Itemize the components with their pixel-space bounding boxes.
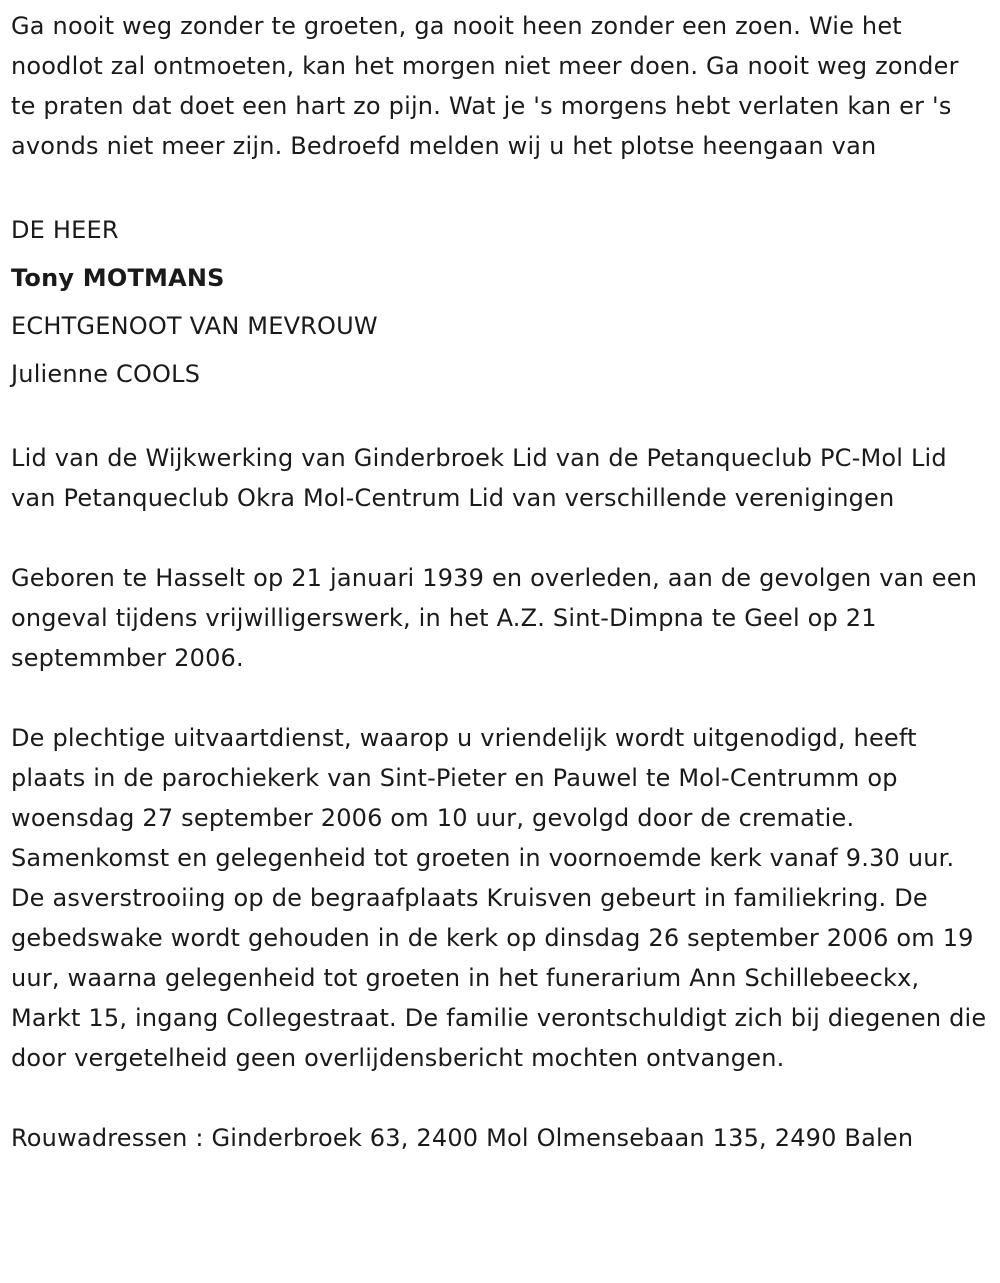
intro-paragraph: Ga nooit weg zonder te groeten, ga nooit heen zonder een zoen. Wie het noodlot zal ontmoeten, kan het morgen niet meer doen. Ga nooit weg zonder te praten dat doet een hart zo pijn. Wat je 's morgens hebt verlaten kan er 's avonds niet meer zijn. Bedroefd melden wij u het plotse heengaan van <box>11 12 959 160</box>
name-block <box>11 206 990 398</box>
title-prefix: DE HEER <box>11 216 119 244</box>
deceased-name: Tony MOTMANS <box>11 264 225 292</box>
spacer <box>11 166 990 206</box>
spacer <box>11 398 990 438</box>
spouse-prefix: ECHTGENOOT VAN MEVROUW <box>11 312 378 340</box>
spacer <box>11 1078 990 1118</box>
spacer <box>11 518 990 558</box>
addresses-paragraph: Rouwadressen : Ginderbroek 63, 2400 Mol Olmensebaan 135, 2490 Balen <box>11 1124 914 1152</box>
funeral-paragraph: De plechtige uitvaartdienst, waarop u vriendelijk wordt uitgenodigd, heeft plaats in de parochiekerk van Sint-Pieter en Pauwel te Mol-Centrumm op woensdag 27 september 2006 om 10 uur, gevolgd door de crematie. Samenkomst en gelegenheid tot groeten in voornoemde kerk vanaf 9.30 uur. De asverstrooiing op de begraafplaats Kruisven gebeurt in familiekring. De gebedswake wordt gehouden in de kerk op dinsdag 26 september 2006 om 19 uur, waarna gelegenheid tot groeten in het funerarium Ann Schillebeeckx, Markt 15, ingang Collegestraat. De familie verontschuldigt zich bij diegenen die door vergetelheid geen overlijdensbericht mochten ontvangen. <box>11 724 987 1072</box>
birth-death-paragraph: Geboren te Hasselt op 21 januari 1939 en overleden, aan de gevolgen van een ongeval tijdens vrijwilligerswerk, in het A.Z. Sint-Dimpna te Geel op 21 septemmber 2006. <box>11 564 978 672</box>
spouse-name: Julienne COOLS <box>11 360 201 388</box>
memberships-paragraph: Lid van de Wijkwerking van Ginderbroek Lid van de Petanqueclub PC-Mol Lid van Petanqueclub Okra Mol-Centrum Lid van verschillende verenigingen <box>11 444 947 512</box>
spacer <box>11 678 990 718</box>
